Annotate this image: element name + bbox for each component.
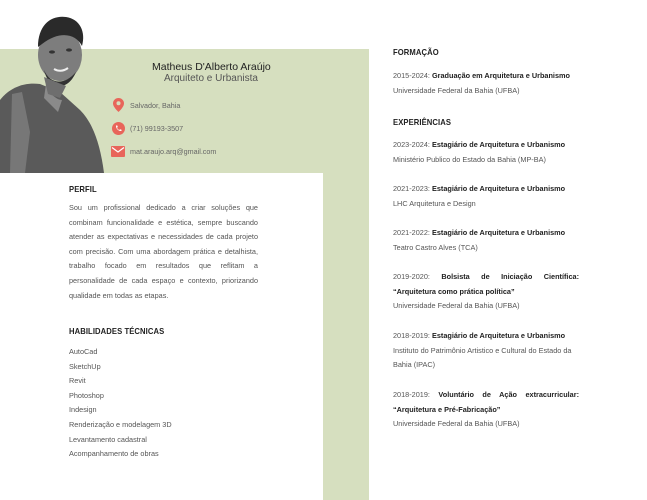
- experience-entry: [393, 329, 579, 373]
- entry-org: Instituto do Patrimônio Artistico e Cultural do Estado da Bahia (IPAC): [393, 345, 572, 370]
- contact-location: [111, 98, 180, 112]
- experience-entry: [393, 182, 579, 211]
- skill-item: AutoCad: [69, 347, 98, 356]
- entry-title: Estagiário de Arquitetura e Urbanismo: [431, 184, 566, 193]
- contact-location-text: Salvador, Bahia: [130, 100, 181, 110]
- experience-entry: [393, 388, 579, 432]
- entry-period: 2023-2024:: [393, 140, 430, 149]
- experience-heading: EXPERIÊNCIAS: [393, 117, 452, 127]
- skills-heading: HABILIDADES TÉCNICAS: [69, 326, 165, 336]
- skill-item: Revit: [69, 376, 86, 386]
- entry-period: 2015-2024:: [393, 71, 430, 80]
- entry-period: 2021-2023:: [393, 184, 430, 193]
- entry-org: Universidade Federal da Bahia (UFBA): [393, 419, 520, 429]
- entry-org: Universidade Federal da Bahia (UFBA): [393, 301, 520, 311]
- contact-email-text: mat.araujo.arq@gmail.com: [130, 146, 217, 156]
- entry-period: 2018-2019:: [393, 390, 430, 399]
- entry-period: 2019-2020:: [393, 272, 430, 281]
- skill-item: SketchUp: [69, 361, 101, 371]
- skill-item: Renderização e modelagem 3D: [69, 419, 172, 429]
- skill-item: Acompanhamento de obras: [69, 449, 159, 459]
- phone-icon: [111, 121, 125, 135]
- email-icon: [111, 144, 125, 158]
- skills-list: [69, 345, 172, 462]
- entry-title: Estagiário de Arquitetura e Urbanismo: [431, 331, 566, 340]
- entry-org: LHC Arquitetura e Design: [393, 198, 476, 208]
- entry-title: Estagiário de Arquitetura e Urbanismo: [431, 228, 566, 237]
- skill-item: Levantamento cadastral: [69, 434, 147, 444]
- side-band: [323, 49, 369, 500]
- entry-title: Graduação em Arquitetura e Urbanismo: [431, 71, 570, 80]
- entry-org: Teatro Castro Alves (TCA): [393, 242, 478, 252]
- skill-item: Indesign: [69, 405, 97, 415]
- profile-heading: PERFIL: [69, 184, 97, 194]
- entry-period: 2021-2022:: [393, 228, 430, 237]
- person-title: Arquiteto e Urbanista: [164, 73, 258, 84]
- location-pin-icon: [111, 98, 125, 112]
- entry-title: Bolsista de Iniciação Científica: “Arquitetura como prática política”: [393, 272, 579, 296]
- entry-org: Universidade Federal da Bahia (UFBA): [393, 85, 520, 95]
- experience-entry: [393, 226, 579, 255]
- contact-phone: [111, 121, 183, 135]
- person-name: Matheus D'Alberto Araújo: [152, 61, 271, 73]
- entry-org: Ministério Publico do Estado da Bahia (MP-BA): [393, 154, 546, 164]
- experience-entry: [393, 138, 579, 167]
- contact-email: [111, 144, 216, 158]
- skill-item: Photoshop: [69, 390, 104, 400]
- education-heading: FORMAÇÃO: [393, 47, 439, 57]
- entry-period: 2018-2019:: [393, 331, 430, 340]
- profile-photo: [0, 12, 108, 173]
- contact-phone-text: (71) 99193-3507: [130, 123, 184, 133]
- experience-entry: [393, 270, 579, 314]
- profile-text: Sou um profissional dedicado a criar soluções que combinam funcionalidade e estética, sempre buscando atender as expectativas e necessidades de cada projeto com precisão. Com uma abordagem prática e detalhista, trabalho focado em resultados que reflitam a personalidade de cada espaço e contexto, priorizando qualidade em todas as etapas.: [69, 203, 258, 300]
- education-entry: [393, 69, 579, 98]
- entry-title: Estagiário de Arquitetura e Urbanismo: [431, 140, 566, 149]
- entry-title: Voluntário de Ação extracurricular: “Arquitetura e Pré-Fabricação”: [393, 390, 580, 414]
